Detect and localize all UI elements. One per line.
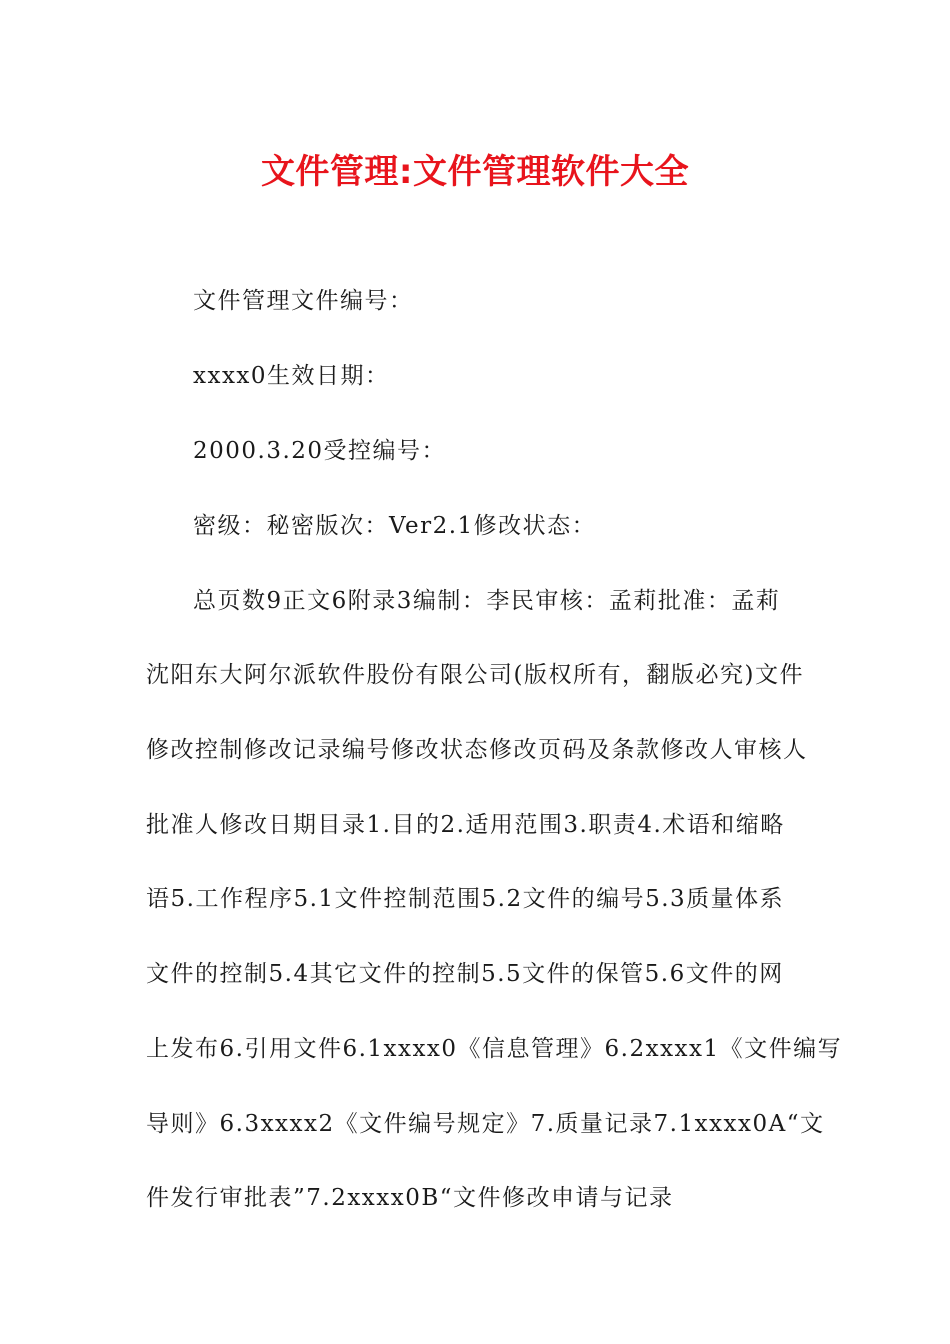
text-line-effective-date: xxxx0生效日期： xyxy=(193,363,390,389)
text-line-company: 沈阳东大阿尔派软件股份有限公司(版权所有，翻版必究)文件 xyxy=(146,662,804,688)
text-line-quality-records: 件发行审批表”7.2xxxx0B“文件修改申请与记录 xyxy=(146,1185,674,1211)
text-line-page-count: 总页数9正文6附录3编制：李民审核：孟莉批准：孟莉 xyxy=(193,588,781,614)
text-line-control-number: 2000.3.20受控编号： xyxy=(193,438,447,464)
text-line-references-1: 上发布6.引用文件6.1xxxx0《信息管理》6.2xxxx1《文件编写 xyxy=(146,1036,843,1062)
document-title: 文件管理:文件管理软件大全 xyxy=(260,152,690,192)
text-line-contents-3: 文件的控制5.4其它文件的控制5.5文件的保管5.6文件的网 xyxy=(146,961,784,987)
text-line-file-management: 文件管理文件编号： xyxy=(193,288,414,314)
text-line-revision-control: 修改控制修改记录编号修改状态修改页码及条款修改人审核人 xyxy=(146,737,808,763)
text-line-references-2: 导则》6.3xxxx2《文件编号规定》7.质量记录7.1xxxx0A“文 xyxy=(146,1111,825,1137)
text-line-security-level: 密级：秘密版次：Ver2.1修改状态： xyxy=(193,513,597,539)
text-line-contents-1: 批准人修改日期目录1.目的2.适用范围3.职责4.术语和缩略 xyxy=(146,812,785,838)
text-line-contents-2: 语5.工作程序5.1文件控制范围5.2文件的编号5.3质量体系 xyxy=(146,886,785,912)
